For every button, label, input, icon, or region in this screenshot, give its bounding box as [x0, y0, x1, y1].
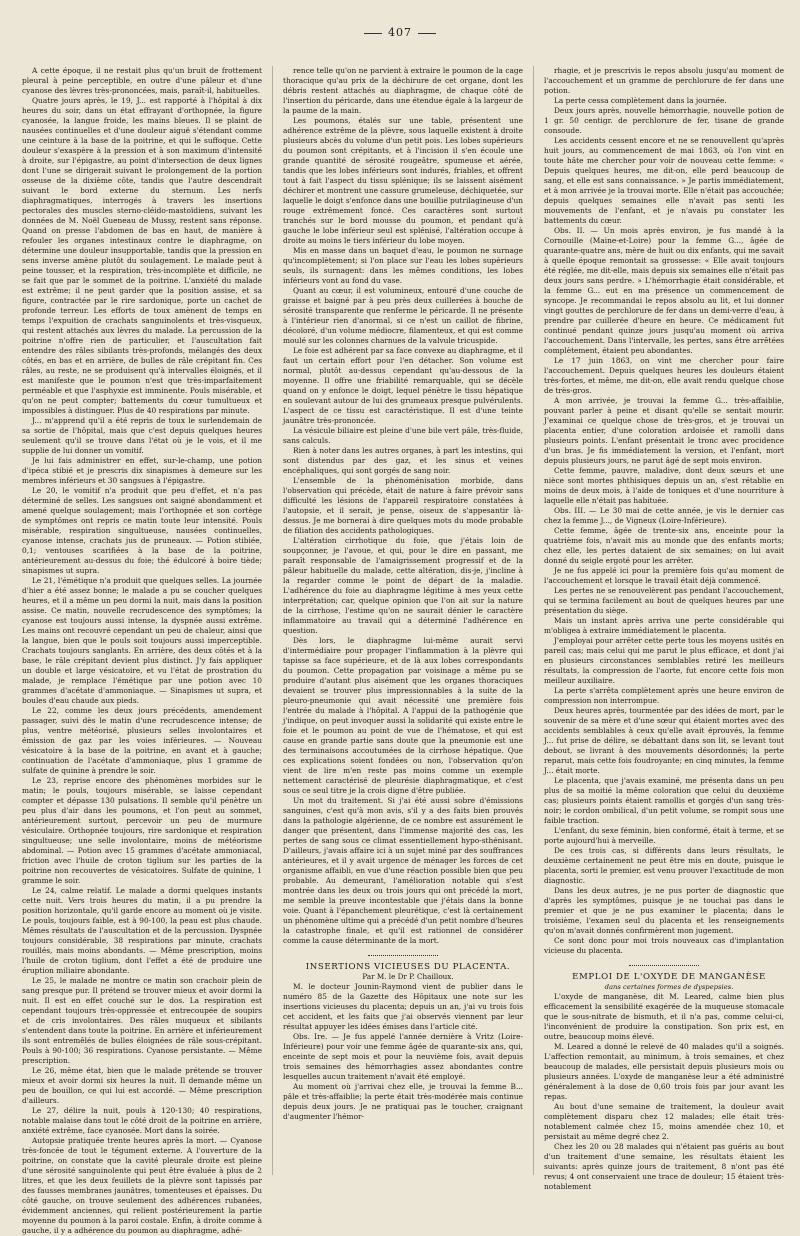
paragraph: Obs. III. — Le 30 mai de cette année, je vis le dernier cas chez la femme J..., de Vigneux (Loire-Inférieure).: [544, 506, 784, 525]
paragraph: Quatre jours après, le 19, J... est rapporté à l'hôpital à dix heures du soir, dans un état effrayant d'orthopnée, la figure cyanosée, la langue froide, les mains bleues. Il se plaint de nausées continuelles et d'une douleur aiguë s'étendant comme une ceinture à la base de la poitrine, et qui le suffoque. Cette douleur s'exaspère à la pression et à son maximum d'intensité à droite, sur l'épigastre, au point d'intersection de deux lignes dont l'une se dirigerait suivant le prolongement de la portion osseuse de la dixième côte, tandis que l'autre descendrait suivant le bord externe du sternum. Les nerfs diaphragmatiques, interrogés à travers les insertions pectorales des muscles sterno-cléido-mastoïdiens, suivant les données de M. Noël Gueneau de Mussy, restent sans réponse. Quand on presse l'abdomen de bas en haut, de manière à refouler les organes intestinaux contre le diaphragme, on détermine une douleur insupportable, tandis que la pression en sens inverse amène plutôt du soulagement. Le malade peut à peine tousser, et la respiration, très-incomplète et difficile, ne se fait que par le sommet de la poitrine. L'anxiété du malade est extrême; il ne peut garder que la position assise, et sa figure, contractée par le rire sardonique, porte un cachet de profonde terreur. Les efforts de toux amènent de temps en temps l'expuition de crachats sanguinolents et très-visqueux, qui restent attachés aux lèvres du malade. La percussion de la poitrine n'offre rien de particulier, et l'auscultation fait entendre des râles sibilants très-profonds, mélangés des deux côtés, en bas et en arrière, de bulles de râle crépitant fin. Ces râles, au reste, ne se produisent qu'à intervalles éloignés, et il est manifeste que le poumon n'est que très-imparfaitement perméable et que l'asphyxie est imminente. Pouls misérable, et qu'on ne peut compter; battements du cœur tumultueux et impossibles à distinguer. Plus de 40 respirations par minute.: [22, 96, 262, 415]
paragraph: rence telle qu'on ne parvient à extraire le poumon de la cage thoracique qu'au prix de la déchirure de cet organe, dont les débris restent attachés au diaphragme, de chaque côté de l'insertion du péricarde, dans une étendue égale à la largeur de la paume de la main.: [283, 66, 523, 115]
paragraph: Dans les deux autres, je ne pus porter de diagnostic que d'après les symptômes, puisque je ne touchai pas dans le premier et que je ne pus examiner le placenta; dans le troisième, l'examen seul du placenta et les renseignements qu'on m'avait donnés confirmèrent mon jugement.: [544, 886, 784, 935]
paragraph: Chez les 20 ou 28 malades qui n'étaient pas guéris au bout d'un traitement d'une semaine, les résultats étaient les suivants: après quinze jours de traitement, 8 n'ont pas été revus; 4 ont conservaient une trace de douleur; 15 étaient très-notablement: [544, 1142, 784, 1191]
paragraph: Le 22, comme les deux jours précédents, amendement passager, suivi dès le matin d'une recrudescence intense; de plus, ventre météorisé, plusieurs selles involontaires et émission de gaz par les voies inférieures. — Nouveau vésicatoire à la base de la poitrine, en avant et à gauche; continuation de l'acétate d'ammoniaque, plus 1 gramme de sulfate de quinine à prendre le soir.: [22, 706, 262, 775]
paragraph: Au bout d'une semaine de traitement, la douleur avait complètement disparu chez 12 malades; elle était très-notablement calmée chez 15, moins amendée chez 10, et persistait au même degré chez 2.: [544, 1102, 784, 1141]
paragraph: La perte s'arrêta complètement après une heure environ de compression non interrompue.: [544, 686, 784, 705]
paragraph: J... m'apprend qu'il a été repris de toux le surlendemain de sa sortie de l'hôpital, mais que c'est depuis quelques heures seulement qu'il se trouve dans l'état où je le vois, et il me supplie de lui donner un vomitif.: [22, 416, 262, 455]
page-number: 407: [0, 26, 800, 39]
paragraph: Ce sont donc pour moi trois nouveaux cas d'implantation vicieuse du placenta.: [544, 936, 784, 955]
paragraph: Le 26, même état, bien que le malade prétende se trouver mieux et avoir dormi six heures la nuit. Il demande même un peu de bouillon, ce qui lui est accordé. — Même prescription d'ailleurs.: [22, 1066, 262, 1105]
paragraph: Les pertes ne se renouvelèrent pas pendant l'accouchement, qui se termina facilement au bout de quelques heures par une présentation du siège.: [544, 586, 784, 615]
paragraph: Obs. II. — Un mois après environ, je fus mandé à la Cornouille (Maine-et-Loire) pour la femme G..., âgée de quarante-quatre ans, mère de huit ou dix enfants, qui me savait à quelle époque remontait sa grossesse: « Elle avait toujours été réglée, me dit-elle, mais depuis six semaines elle n'était pas deux jours sans perdre. » L'hémorrhagie était considérable, et la femme G... eut en ma présence un commencement de syncope. Je recommandai le repos absolu au lit, et lui donner vingt gouttes de perchlorure de fer dans un demi-verre d'eau, à prendre par cuillerée d'heure en heure. Ce médicament fut continué pendant quinze jours jusqu'au moment où arriva l'accouchement. Dans l'intervalle, les pertes, sans être arrêtées complètement, étaient peu abondantes.: [544, 226, 784, 355]
paragraph: A cette époque, il ne restait plus qu'un bruit de frottement pleural à peine perceptible, en outre d'une pâleur et d'une cyanose des lèvres très-prononcées, mais, paraît-il, habituelles.: [22, 66, 262, 95]
paragraph: J'employai pour arrêter cette perte tous les moyens usités en pareil cas; mais celui qui me parut le plus efficace, et dont j'ai en plusieurs circonstances semblables retiré les meilleurs résultats, la compression de l'aorte, fut encore cette fois mon meilleur auxiliaire.: [544, 636, 784, 685]
paragraph: Deux heures après, tourmentée par des idées de mort, par le souvenir de sa mère et d'une sœur qui étaient mortes avec des accidents semblables à ceux qu'elle avait éprouvés, la femme J... fut prise de délire, se débattant dans son lit, se levant tout debout, se livrant à des mouvements désordonnés; la perte reparut, mais cette fois foudroyante; en cinq minutes, la femme J... était morte.: [544, 706, 784, 775]
paragraph: La perte cessa complètement dans la journée.: [554, 96, 727, 105]
paragraph: Au moment où j'arrivai chez elle, je trouvai la femme B... pâle et très-affaiblie; la perte était très-modérée mais continue depuis deux jours. Je ne pratiquai pas le toucher, craignant d'augmenter l'hémor-: [283, 1082, 523, 1121]
paragraph: La vésicule biliaire est pleine d'une bile vert pâle, très-fluide, sans calculs.: [283, 426, 523, 445]
column-divider: [533, 66, 534, 1175]
paragraph: Autopsie pratiquée trente heures après la mort. — Cyanose très-foncée de tout le tégument externe. A l'ouverture de la poitrine, on constate que la cavité pleurale droite est pleine d'une sérosité sanguinolente qui peut être évaluée à plus de 2 litres, et que les deux feuillets de la plèvre sont tapissés par des fausses membranes jaunâtres, tomenteuses et épaisses. Du côté gauche, on trouve seulement des adhérences rubanées, évidemment anciennes, qui relient postérieurement la partie moyenne du poumon à la paroi costale. Enfin, à droite comme à gauche, il y a adhérence du poumon au diaphragme, adhé-: [22, 1136, 262, 1235]
columns: [22, 66, 784, 1235]
paragraph: Obs. Ire. — Je fus appelé l'année dernière à Vritz (Loire-Inférieure) pour voir une femme âgée de quarante-six ans, qui, enceinte de sept mois et pour la neuvième fois, avait depuis trois semaines des hémorrhagies assez abondantes contre lesquelles aucun traitement n'avait été employé.: [283, 1032, 523, 1081]
paragraph: Rien à noter dans les autres organes, à part les intestins, qui sont distendus par des gaz, et les sinus et veines encéphaliques, qui sont gorgés de sang noir.: [283, 446, 523, 475]
column-2: [283, 66, 523, 1175]
section-divider: [629, 965, 699, 966]
paragraph: Le 23, reprise encore des phénomènes morbides sur le matin; le pouls, toujours misérable, se laisse cependant compter et dépasse 130 pulsations. Il semble qu'il pénètre un peu plus d'air dans les poumons, et l'on peut au sommet, antérieurement surtout, percevoir un peu de murmure vésiculaire. Orthopnée toujours, rire sardonique et respiration singultueuse; une selle involontaire, moins de météorisme abdominal. — Potion avec 15 grammes d'acétate ammoniacal, friction avec l'huile de croton tiglium sur les parties de la poitrine non recouvertes de vésicatoires. Sulfate de quinine, 1 gramme le soir.: [22, 776, 262, 885]
paragraph: Mais un instant après arriva une perte considérable qui m'obligea à extraire immédiatement le placenta.: [544, 616, 784, 635]
paragraph: Dès lors, le diaphragme lui-même aurait servi d'intermédiaire pour propager l'inflammation à la plèvre qui tapisse sa face supérieure, et de là aux lobes correspondants du poumon. Cette propagation par voisinage a même pu se produire d'autant plus aisément que les organes thoraciques devaient se trouver plus impressionnables à la suite de la pleuro-pneumonie qui avait nécessité une première fois l'entrée du malade à l'hôpital. A l'appui de la pathogénie que j'indique, on peut invoquer aussi la solidarité qui existe entre le foie et le poumon au point de vue de l'hématose, et qui est cause en grande partie sans doute que la pneumonie est une des terminaisons accoutumées de la cirrhose hépatique. Que ces explications soient fondées ou non, l'observation qu'on vient de lire m'en reste pas moins comme un exemple nettement caractérisé de pleurésie diaphragmatique, et c'est sous ce seul titre je la crois digne d'être publiée.: [283, 636, 523, 795]
paragraph: M. Leared a donné le relevé de 40 malades qu'il a soignés. L'affection remontait, au minimum, à trois semaines, et chez beaucoup de malades, elle persistait depuis plusieurs mois ou plusieurs années. L'oxyde de manganèse leur a été administré généralement à la dose de 0,60 trois fois par jour avant les repas.: [544, 1042, 784, 1101]
column-divider: [272, 66, 273, 1175]
paragraph: Quant au cœur, il est volumineux, entouré d'une couche de graisse et baigné par à peu près deux cuillerées à bouche de sérosité transparente que renferme le péricarde. Il ne présente à l'intérieur rien d'anormal, si ce n'est un caillot de fibrine, décoloré, d'un volume médiocre, filamenteux, et qui est comme moulé sur les colonnes charnues de la valvule tricuspide.: [283, 286, 523, 345]
section-author: Par M. le Dr P. Chailloux.: [362, 972, 454, 981]
paragraph: Le 21, l'émétique n'a produit que quelques selles. La journée d'hier a été assez bonne; le malade a pu se coucher quelques heures, et il a même un peu dormi la nuit, mais dans la position assise. Ce matin, nouvelle recrudescence des symptômes; la cyanose est toujours aussi intense, la dyspnée aussi extrême. Les mains ont recouvré cependant un peu de chaleur, ainsi que la langue, bien que le pouls soit toujours aussi imperceptible. Crachats toujours sanglants. En arrière, des deux côtés et à la base, le râle crépitant devient plus distinct. J'y fais appliquer un double et large vésicatoire, et vu l'état de prostration du malade, je remplace l'émétique par une potion avec 10 grammes d'acétate d'ammoniaque. — Sinapismes ut supra, et boules d'eau chaude aux pieds.: [22, 576, 262, 705]
paragraph: rhagie, et je prescrivis le repos absolu jusqu'au moment de l'accouchement et un gramme de perchlorure de fer dans une potion.: [544, 66, 784, 95]
paragraph: Le 25, le malade ne montre ce matin son crachoir plein de sang presque pur. Il prétend se trouver mieux et avoir dormi la nuit. Il est en effet couché sur le dos. La respiration est cependant toujours très-oppressée et entrecoupée de soupirs et de cris involontaires. Des râles muqueux et sibilants s'entendent dans toute la poitrine. En arrière et inférieurement ils sont entremêlés de bulles éloignées de râle sous-crépitant. Pouls à 90-100; 36 respirations. Cyanose persistante. — Même prescription.: [22, 976, 262, 1065]
paragraph: Cette femme, âgée de trente-six ans, enceinte pour la quatrième fois, n'avait mis au monde que des enfants morts; chez elle, les pertes dataient de six semaines; on lui avait donné du seigle ergoté pour les arrêter.: [544, 526, 784, 565]
section-subtitle-2: dans certaines formes de dyspepsies.: [604, 983, 734, 991]
paragraph: De ces trois cas, si différents dans leurs résultats, le deuxième certainement ne peut être mis en doute, puisque le placenta, sorti le premier, est venu prouver l'exactitude de mon diagnostic.: [544, 846, 784, 885]
paragraph: Le placenta, que j'avais examiné, me présenta dans un peu plus de sa moitié la même coloration que celui du deuxième cas; plusieurs points étaient ramollis et gorgés d'un sang très-noir; le cordon ombilical, d'un petit volume, se rompit sous une faible traction.: [544, 776, 784, 825]
column-1: [22, 66, 262, 1235]
paragraph: Deux jours après, nouvelle hémorrhagie, nouvelle potion de 1 gr. 50 centigr. de perchlorure de fer, tisane de grande consoude.: [544, 106, 784, 135]
section-title: INSERTIONS VICIEUSES DU PLACENTA.: [305, 962, 511, 972]
section-title-2: EMPLOI DE L'OXYDE DE MANGANÈSE: [572, 972, 766, 982]
paragraph: Le 27, délire la nuit, pouls à 120-130; 40 respirations, notable malaise dans tout le côté droit de la poitrine en arrière, anxiété extrême, face cyanosée. Mort dans la soirée.: [22, 1106, 262, 1135]
paragraph: Les poumons, étalés sur une table, présentent une adhérence extrême de la plèvre, sous laquelle existent à droite plusieurs abcès du volume d'un petit pois. Les lobes supérieurs du poumon sont crépitants, et à l'incision il s'en écoule une grande quantité de sérosité rougeâtre, spumeuse et aérée, tandis que les lobes inférieurs sont indurés, friables, et offrent tout à fait l'aspect du tissu splénique; ils se laissent aisément déchirer et montrent une cassure grumeleuse, déchiquetée, sur laquelle le doigt s'enfonce dans une bouillie putrilagineuse d'un rouge extrêmement foncé. Ces caractères sont surtout tranchés sur le bord mousse du poumon, et pendant qu'à gauche le lobe inférieur seul est splénisé, l'altération occupe à droite au moins le tiers inférieur du lobe moyen.: [283, 116, 523, 245]
paragraph: L'oxyde de manganèse, dit M. Leared, calme bien plus efficacement la sensibilité exagérée de la muqueuse stomacale que le sous-nitrate de bismuth, et il n'a pas, comme celui-ci, l'inconvénient de produire la constipation. Son prix est, en outre, beaucoup moins élevé.: [544, 992, 784, 1041]
paragraph: L'enfant, du sexe féminin, bien conformé, était à terme, et se porte aujourd'hui à merveille.: [544, 826, 784, 845]
paragraph: L'altération cirrhotique du foie, que j'étais loin de soupçonner, je l'avoue, et qui, pour le dire en passant, me paraît responsable de l'amaigrissement progressif et de la pâleur habituelle du malade, cette altération, dis-je, j'incline à la regarder comme le point de départ de la maladie. L'adhérence du foie au diaphragme légitime à mes yeux cette interprétation; car, quelque opinion que l'on ait sur la nature de la cirrhose, l'estime qu'on ne saurait dénier le caractère inflammatoire au travail qui a déterminé l'adhérence en question.: [283, 536, 523, 635]
paragraph: Mis en masse dans un baquet d'eau, le poumon ne surnage qu'incomplètement; si l'on place sur l'eau les lobes supérieurs seuls, ils surnagent: dans les mêmes conditions, les lobes inférieurs vont au fond du vase.: [283, 246, 523, 285]
paragraph: Je lui fais administrer en effet, sur-le-champ, une potion d'ipéca stibié et je prescris dix sinapismes à demeure sur les membres inférieurs et 30 sangsues à l'épigastre.: [22, 456, 262, 485]
paragraph: Je ne fus appelé ici pour la première fois qu'au moment de l'accouchement et lorsque le travail était déjà commencé.: [544, 566, 784, 585]
paragraph: Le 24, calme relatif. Le malade a dormi quelques instants cette nuit. Vers trois heures du matin, il a pu prendre la position horizontale, qu'il garde encore au moment où je visite. Le pouls, toujours faible, est à 90-100, la peau est plus chaude. Mêmes résultats de l'auscultation et de la percussion. Dyspnée toujours considérable, 38 respirations par minute, crachats rouillés, mais moins abondants. — Même prescription, moins l'huile de croton tiglium, dont l'effet a été de produire une éruption miliaire abondante.: [22, 886, 262, 975]
paragraph: Les accidents cessent encore et ne se renouvellent qu'après huit jours, au commencement de mai 1863, où l'on vint en toute hâte me chercher pour voir de nouveau cette femme: « Depuis quelques heures, me dit-on, elle perd beaucoup de sang, et elle est sans connaissance. » Je partis immédiatement, et à mon arrivée je la trouvai morte. Elle n'était pas accouchée; depuis quelques semaines elle n'avait pas senti les mouvements de l'enfant, et je n'avais pu constater les battements du cœur.: [544, 136, 784, 225]
column-3: [544, 66, 784, 1191]
paragraph: M. le docteur Jounin-Raymond vient de publier dans le numéro 85 de la Gazette des Hôpitaux une note sur les insertions vicieuses du placenta; depuis un an, j'ai vu trois fois cet accident, et les faits que j'ai observés viennent par leur résultat appuyer les idées émises dans l'article cité.: [283, 982, 523, 1031]
paragraph: L'ensemble de la phénoménisation morbide, dans l'observation qui précède, était de nature à faire prévoir sans difficulté les lésions de l'appareil respiratoire constatées à l'autopsie, et il serait, je pense, oiseux de s'appesantir là-dessus. Je me bornerai à dire quelques mots du mode probable de filiation des accidents pathologiques.: [283, 476, 523, 535]
section-divider: [368, 955, 438, 956]
paragraph: Le 17 juin 1863, on vint me chercher pour faire l'accouchement. Depuis quelques heures les douleurs étaient très-fortes, et même, me dit-on, elle avait rendu quelque chose de très-gros.: [544, 356, 784, 395]
paragraph: Un mot du traitement. Si j'ai été aussi sobre d'émissions sanguines, c'est qu'à mon avis, s'il y a des faits bien prouvés dans la pathologie algérienne, de ce nombre est assurément le danger que présentent, dans l'immense majorité des cas, les pertes de sang sous ce climat essentiellement hypo-sthénisant. D'ailleurs, j'avais affaire ici à un sujet miné par des souffrances antérieures, et il y avait urgence de ménager les forces de cet organisme affaibli, en vue d'une réaction possible bien que peu probable. Au demeurant, l'amélioration notable qui s'est montrée dans les deux ou trois jours qui ont précédé la mort, me semble la preuve incontestable que j'étais dans la bonne voie. Quant à l'épanchement pleurétique, c'est là certainement un phénomène ultime qui a précédé d'un petit nombre d'heures la catastrophe finale, et qu'il est rationnel de considérer comme la cause déterminante de la mort.: [283, 796, 523, 945]
paragraph: Le 20, le vomitif n'a produit que peu d'effet, et n'a pas déterminé de selles. Les sangsues ont saigné abondamment et amené quelque soulagement; mais l'orthopnée et son cortège de symptômes ont repris ce matin toute leur intensité. Pouls misérable, respiration singultueuse, nausées continuelles, cyanose intense, crachats jus de pruneaux. — Potion stibiée, 0,1; ventouses scarifiées à la base de la poitrine, antérieurement au-dessus du foie; thé édulcoré à boire tiède; sinapismes ut supra.: [22, 486, 262, 575]
paragraph: Le foie est adhérent par sa face convexe au diaphragme, et il faut un certain effort pour l'en détacher. Son volume est normal, plutôt au-dessus cependant qu'au-dessous de la moyenne. Il offre une friabilité remarquable, qui se décèle quand on y enfonce le doigt, lequel pénètre le tissu hépatique en soulevant autour de lui des grumeaux presque pulvérulents. L'aspect de ce tissu est caractéristique. Il est d'une teinte jaunâtre très-prononcée.: [283, 346, 523, 425]
paragraph: Cette femme, pauvre, maladive, dont deux sœurs et une nièce sont mortes phthisiques depuis un an, s'est rétablie en moins de deux mois, à l'aide de toniques et d'une nourriture à laquelle elle n'était pas habituée.: [544, 466, 784, 505]
paragraph: A mon arrivée, je trouvai la femme G... très-affaiblie, pouvant parler à peine et disant qu'elle se sentait mourir. J'examinai ce quelque chose de très-gros, et je trouvai un placenta entier, d'une coloration ardoisée et ramolli dans plusieurs points. L'enfant présentait le tronc avec procidence d'un bras. Je fis immédiatement la version, et l'enfant, mort depuis plusieurs jours, ne parut âgé de sept mois environ.: [544, 396, 784, 465]
